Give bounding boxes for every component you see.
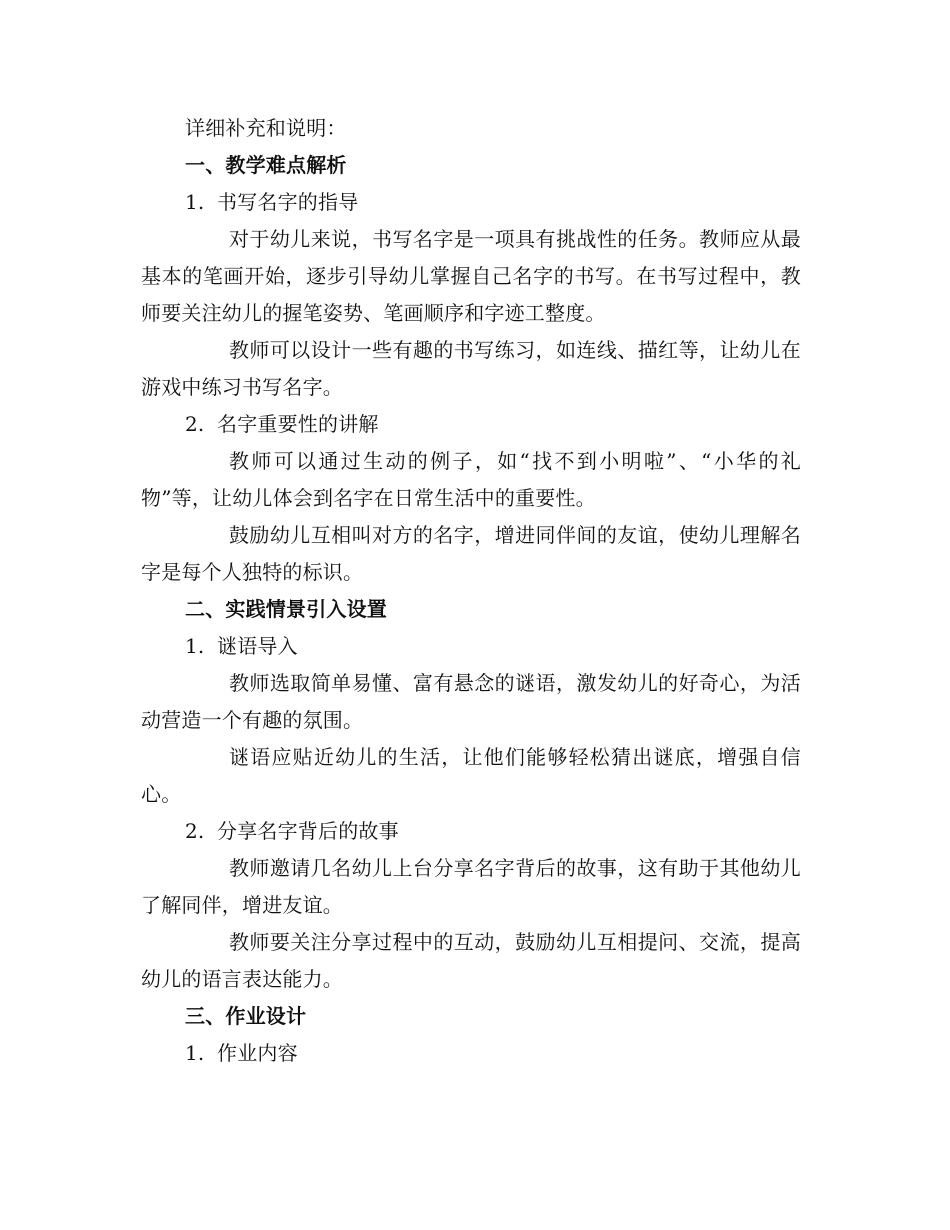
subsection-heading	[141, 628, 801, 665]
subsection-heading	[141, 813, 801, 850]
section-2-item-1	[141, 628, 801, 813]
paragraph: 对于幼儿来说，书写名字是一项具有挑战性的任务。教师应从最基本的笔画开始，逐步引导幼儿掌握自己名字的书写。在书写过程中，教师要关注幼儿的握笔姿势、笔画顺序和字迹工整度。	[141, 227, 801, 325]
paragraph: 鼓励幼儿互相叫对方的名字，增进同伴间的友谊，使幼儿理解名字是每个人独特的标识。	[141, 523, 801, 584]
section-1-item-1	[141, 184, 801, 406]
section-heading: 一、教学难点解析	[185, 153, 347, 177]
paragraph: 教师选取简单易懂、富有悬念的谜语，激发幼儿的好奇心，为活动营造一个有趣的氛围。	[141, 671, 801, 732]
section-2	[141, 591, 801, 998]
subsection-number: 1.	[185, 634, 205, 658]
subsection-number: 1.	[185, 190, 205, 214]
subsection-number: 2.	[185, 819, 205, 843]
section-3	[141, 998, 801, 1072]
subsection-heading	[141, 184, 801, 221]
section-heading: 二、实践情景引入设置	[185, 597, 387, 621]
subsection-title: 作业内容	[217, 1041, 298, 1065]
subsection-heading	[141, 1035, 801, 1072]
subsection-title: 名字重要性的讲解	[217, 412, 379, 436]
section-1	[141, 147, 801, 591]
section-3-item-1	[141, 1035, 801, 1072]
subsection-heading	[141, 406, 801, 443]
paragraph: 教师要关注分享过程中的互动，鼓励幼儿互相提问、交流，提高幼儿的语言表达能力。	[141, 930, 801, 991]
section-2-item-2	[141, 813, 801, 998]
paragraph: 教师邀请几名幼儿上台分享名字背后的故事，这有助于其他幼儿了解同伴，增进友谊。	[141, 856, 801, 917]
paragraph: 教师可以通过生动的例子，如“找不到小明啦”、“小华的礼物”等，让幼儿体会到名字在日常生活中的重要性。	[141, 449, 801, 510]
document-body	[141, 110, 801, 1072]
subsection-number: 1.	[185, 1041, 205, 1065]
intro-text: 详细补充和说明：	[185, 116, 347, 140]
subsection-number: 2.	[185, 412, 205, 436]
section-heading: 三、作业设计	[185, 1004, 307, 1028]
section-1-item-2	[141, 406, 801, 591]
subsection-title: 谜语导入	[217, 634, 298, 658]
subsection-title: 分享名字背后的故事	[217, 819, 399, 843]
subsection-title: 书写名字的指导	[217, 190, 359, 214]
paragraph: 教师可以设计一些有趣的书写练习，如连线、描红等，让幼儿在游戏中练习书写名字。	[141, 338, 801, 399]
paragraph: 谜语应贴近幼儿的生活，让他们能够轻松猜出谜底，增强自信心。	[141, 745, 801, 806]
